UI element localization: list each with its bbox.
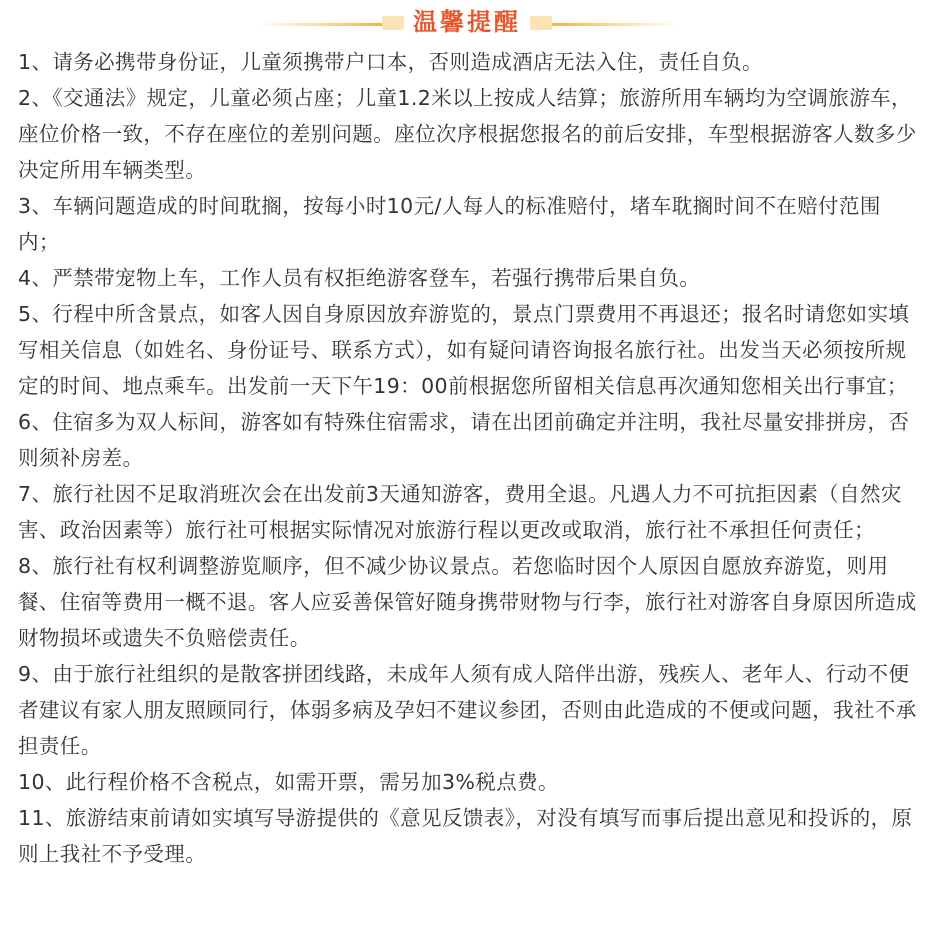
notice-item-7: 7、旅行社因不足取消班次会在出发前3天通知游客，费用全退。凡遇人力不可抗拒因素（自然灾害、政治因素等）旅行社可根据实际情况对旅游行程以更改或取消，旅行社不承担任何责任； bbox=[18, 482, 902, 542]
notice-item-1: 1、请务必携带身份证，儿童须携带户口本，否则造成酒店无法入住，责任自负。 bbox=[18, 50, 763, 74]
notice-item-10: 10、此行程价格不含税点，如需开票，需另加3%税点费。 bbox=[18, 770, 559, 794]
notice-item-2: 2、《交通法》规定，儿童必须占座；儿童1.2米以上按成人结算；旅游所用车辆均为空调旅游车，座位价格一致，不存在座位的差别问题。座位次序根据您报名的前后安排，车型根据游客人数多少决定所用车辆类型。 bbox=[18, 86, 917, 182]
notice-header bbox=[0, 0, 934, 44]
notice-item-11: 11、旅游结束前请如实填写导游提供的《意见反馈表》，对没有填写而事后提出意见和投诉的，原则上我社不予受理。 bbox=[18, 806, 913, 866]
notice-list bbox=[0, 44, 918, 872]
notice-item-3: 3、车辆问题造成的时间耽搁，按每小时10元/人每人的标准赔付，堵车耽搁时间不在赔付范围内； bbox=[18, 194, 881, 254]
header-right-accent bbox=[530, 16, 552, 30]
notice-item-4: 4、严禁带宠物上车，工作人员有权拒绝游客登车，若强行携带后果自负。 bbox=[18, 266, 701, 290]
page-title: 温馨提醒 bbox=[413, 8, 521, 36]
notice-item-8: 8、旅行社有权利调整游览顺序，但不减少协议景点。若您临时因个人原因自愿放弃游览，则用餐、住宿等费用一概不退。客人应妥善保管好随身携带财物与行李，旅行社对游客自身原因所造成财物损坏或遗失不负赔偿责任。 bbox=[18, 554, 917, 650]
notice-item-6: 6、住宿多为双人标间，游客如有特殊住宿需求，请在出团前确定并注明，我社尽量安排拼房，否则须补房差。 bbox=[18, 410, 910, 470]
header-right-rule bbox=[552, 23, 678, 26]
notice-item-9: 9、由于旅行社组织的是散客拼团线路，未成年人须有成人陪伴出游，残疾人、老年人、行动不便者建议有家人朋友照顾同行，体弱多病及孕妇不建议参团，否则由此造成的不便或问题，我社不承担责任。 bbox=[18, 662, 917, 758]
notice-item-5: 5、行程中所含景点，如客人因自身原因放弃游览的，景点门票费用不再退还；报名时请您如实填写相关信息（如姓名、身份证号、联系方式），如有疑问请咨询报名旅行社。出发当天必须按所规定的时间、地点乘车。出发前一天下午19：00前根据您所留相关信息再次通知您相关出行事宜； bbox=[18, 302, 910, 398]
